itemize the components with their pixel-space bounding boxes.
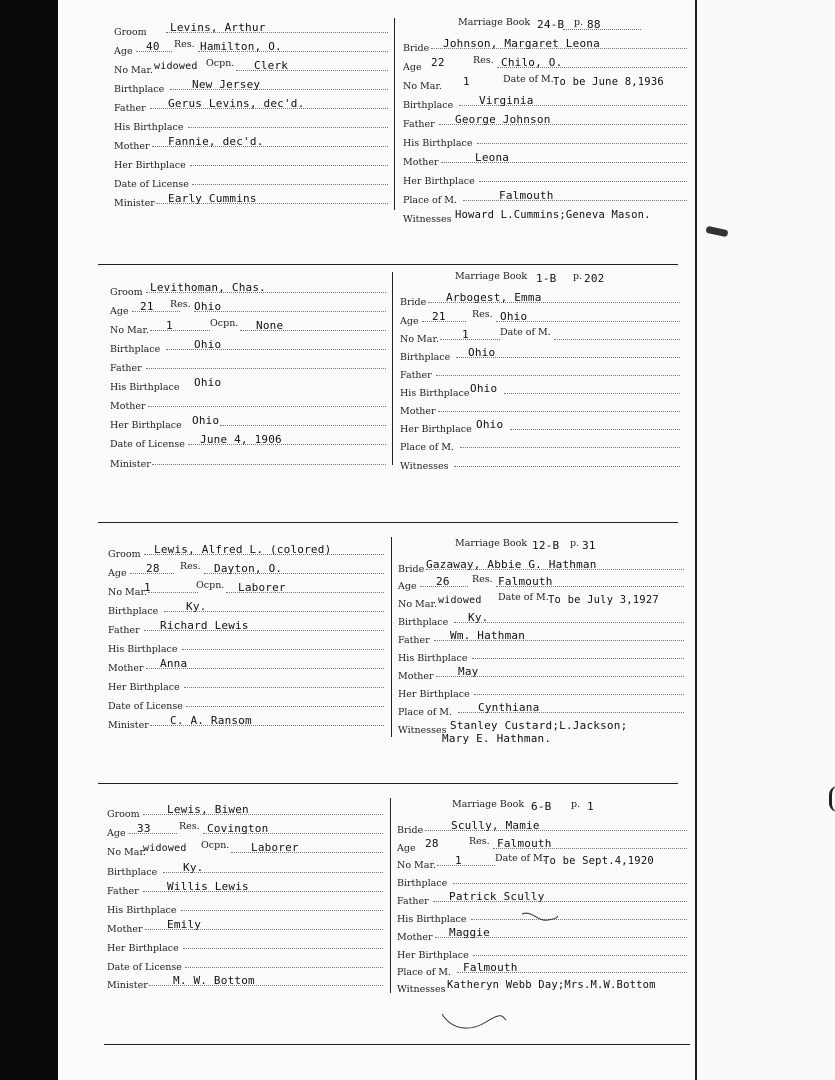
book-number: 6-B xyxy=(531,800,552,813)
birthplace-label: Birthplace xyxy=(107,867,158,878)
father-label: Father xyxy=(114,103,146,114)
res-label: Res. xyxy=(170,299,191,310)
mother-row xyxy=(403,150,688,166)
birthplace-label: Birthplace xyxy=(400,352,451,363)
his-birthplace-label: His Birthplace xyxy=(107,905,177,916)
scan-border xyxy=(0,0,58,1080)
groom-minister: C. A. Ransom xyxy=(170,714,252,727)
license-label: Date of License xyxy=(107,962,182,973)
marriage-date: To be July 3,1927 xyxy=(548,594,659,606)
groom-birthplace: Ohio xyxy=(194,338,222,351)
groom-mother: Emily xyxy=(167,918,202,931)
pen-stroke xyxy=(520,908,560,928)
groom-occupation: Laborer xyxy=(251,841,299,854)
page-label: p. xyxy=(574,17,584,28)
his-birthplace-label: His Birthplace xyxy=(110,382,180,393)
mother-label: Mother xyxy=(108,663,144,674)
bride-label: Bride xyxy=(400,297,427,308)
marriage-date: To be June 8,1936 xyxy=(553,76,664,88)
his-birthplace-row xyxy=(398,646,684,662)
birthplace-row xyxy=(108,599,384,615)
minister-label: Minister xyxy=(108,720,149,731)
bride-name: Arbogest, Emma xyxy=(446,291,542,304)
groom-father: Richard Lewis xyxy=(160,619,249,632)
license-label: Date of License xyxy=(108,701,183,712)
groom-age: 40 xyxy=(146,40,160,53)
ocpn-label: Ocpn. xyxy=(206,58,235,69)
no-mar-label: No Mar. xyxy=(398,599,437,610)
witnesses-value: Howard L.Cummins;Geneva Mason. xyxy=(455,209,651,221)
bride-father: George Johnson xyxy=(455,113,551,126)
no-mar-row xyxy=(110,318,386,334)
marriage-book-label: Marriage Book xyxy=(452,799,525,810)
page-label: p. xyxy=(573,271,583,282)
no-mar-label: No Mar. xyxy=(110,325,149,336)
bride-residence: Ohio xyxy=(500,310,528,323)
no-mar-label: No Mar. xyxy=(400,334,439,345)
minister-label: Minister xyxy=(114,198,155,209)
groom-no-mar: widowed xyxy=(154,61,198,72)
marriage-book-row xyxy=(400,271,680,287)
bride-mother: Maggie xyxy=(449,926,490,939)
his-birthplace-label: His Birthplace xyxy=(108,644,178,655)
groom-label: Groom xyxy=(114,27,147,38)
age-label: Age xyxy=(400,316,419,327)
bride-her-birthplace: Ohio xyxy=(476,418,504,431)
no-mar-row xyxy=(108,580,384,596)
mother-label: Mother xyxy=(107,924,143,935)
groom-label: Groom xyxy=(108,549,141,560)
groom-no-mar: 1 xyxy=(144,581,151,594)
record-separator xyxy=(98,264,678,265)
groom-name: Levins, Arthur xyxy=(170,21,266,34)
her-birthplace-row xyxy=(108,675,384,691)
bride-birthplace: Ky. xyxy=(468,611,489,624)
bride-mother: Leona xyxy=(475,151,510,164)
father-label: Father xyxy=(403,119,435,130)
place-of-m-label: Place of M. xyxy=(397,967,452,978)
father-label: Father xyxy=(398,635,430,646)
his-birthplace-row xyxy=(114,115,389,131)
marriage-date: To be Sept.4,1920 xyxy=(543,855,654,867)
no-mar-label: No Mar. xyxy=(397,860,436,871)
age-row xyxy=(397,836,687,852)
ocpn-label: Ocpn. xyxy=(210,318,239,329)
groom-father: Willis Lewis xyxy=(167,880,249,893)
mother-label: Mother xyxy=(114,141,150,152)
witnesses-label: Witnesses xyxy=(398,725,447,736)
groom-row xyxy=(110,280,386,296)
bride-row xyxy=(397,818,687,834)
age-row xyxy=(114,39,389,55)
book-number: 1-B xyxy=(536,272,557,285)
ink-smudge xyxy=(829,786,835,812)
his-birthplace-label: His Birthplace xyxy=(114,122,184,133)
birthplace-row xyxy=(400,345,680,361)
groom-row xyxy=(108,542,384,558)
groom-no-mar: 1 xyxy=(166,319,173,332)
age-row xyxy=(398,574,684,590)
bride-birthplace: Ohio xyxy=(468,346,496,359)
groom-age: 28 xyxy=(146,562,160,575)
bride-residence: Falmouth xyxy=(497,837,552,850)
column-divider xyxy=(392,272,393,465)
her-birthplace-label: Her Birthplace xyxy=(108,682,180,693)
age-row xyxy=(403,55,688,71)
bride-name: Gazaway, Abbie G. Hathman xyxy=(426,558,597,571)
witnesses-row xyxy=(400,454,680,470)
minister-row xyxy=(108,713,384,729)
his-birthplace-label: His Birthplace xyxy=(398,653,468,664)
ocpn-label: Ocpn. xyxy=(196,580,225,591)
marriage-book-label: Marriage Book xyxy=(458,17,531,28)
age-label: Age xyxy=(114,46,133,57)
father-label: Father xyxy=(108,625,140,636)
res-label: Res. xyxy=(179,821,200,832)
marriage-book-row xyxy=(403,17,688,33)
license-row xyxy=(108,694,384,710)
res-label: Res. xyxy=(472,309,493,320)
res-label: Res. xyxy=(472,574,493,585)
marriage-place: Falmouth xyxy=(463,961,518,974)
no-mar-row xyxy=(397,853,687,869)
groom-age: 33 xyxy=(137,822,151,835)
groom-minister: Early Cummins xyxy=(168,192,257,205)
no-mar-label: No Mar. xyxy=(403,81,442,92)
her-birthplace-row xyxy=(110,413,386,429)
father-label: Father xyxy=(107,886,139,897)
minister-label: Minister xyxy=(110,459,151,470)
birthplace-label: Birthplace xyxy=(403,100,454,111)
witnesses-value: Stanley Custard;L.Jackson; xyxy=(450,719,628,732)
age-label: Age xyxy=(110,306,129,317)
birthplace-row xyxy=(114,77,389,93)
bride-age: 28 xyxy=(425,837,439,850)
age-label: Age xyxy=(108,568,127,579)
birthplace-row xyxy=(403,93,688,109)
no-mar-label: No Mar. xyxy=(114,65,153,76)
groom-no-mar: widowed xyxy=(143,843,187,854)
birthplace-row xyxy=(110,337,386,353)
date-of-m-label: Date of M. xyxy=(495,853,546,864)
groom-occupation: Clerk xyxy=(254,59,289,72)
groom-occupation: None xyxy=(256,319,284,332)
bride-row xyxy=(398,557,684,573)
witnesses-row xyxy=(403,207,693,223)
marriage-book-row xyxy=(398,538,684,554)
bride-no-mar: widowed xyxy=(438,595,482,606)
groom-age: 21 xyxy=(140,300,154,313)
mother-row xyxy=(398,664,684,680)
birthplace-row xyxy=(107,860,383,876)
her-birthplace-label: Her Birthplace xyxy=(403,176,475,187)
license-row xyxy=(114,172,389,188)
ocpn-label: Ocpn. xyxy=(201,840,230,851)
license-date: June 4, 1906 xyxy=(200,433,282,446)
groom-name: Lewis, Alfred L. (colored) xyxy=(154,543,332,556)
marriage-place: Cynthiana xyxy=(478,701,540,714)
no-mar-row xyxy=(400,327,680,343)
groom-mother: Fannie, dec'd. xyxy=(168,135,264,148)
witnesses-label: Witnesses xyxy=(400,461,449,472)
groom-residence: Dayton, O. xyxy=(214,562,283,575)
mother-label: Mother xyxy=(403,157,439,168)
groom-birthplace: Ky. xyxy=(186,600,207,613)
mother-row xyxy=(107,917,383,933)
age-row xyxy=(108,561,384,577)
groom-residence: Hamilton, O. xyxy=(200,40,282,53)
father-label: Father xyxy=(400,370,432,381)
page-number: 31 xyxy=(582,539,596,552)
bride-name: Scully, Mamie xyxy=(451,819,540,832)
bride-his-birthplace: Ohio xyxy=(470,382,498,395)
bride-label: Bride xyxy=(397,825,424,836)
her-birthplace-label: Her Birthplace xyxy=(110,420,182,431)
her-birthplace-row xyxy=(397,943,687,959)
bride-father: Patrick Scully xyxy=(449,890,545,903)
her-birthplace-label: Her Birthplace xyxy=(398,689,470,700)
license-label: Date of License xyxy=(110,439,185,450)
groom-his-birthplace: Ohio xyxy=(194,376,222,389)
age-row xyxy=(110,299,386,315)
birthplace-row xyxy=(398,610,684,626)
place-of-m-row xyxy=(400,435,680,451)
minister-row xyxy=(110,452,386,468)
minister-row xyxy=(107,973,383,989)
his-birthplace-row xyxy=(110,375,386,391)
groom-name: Levithoman, Chas. xyxy=(150,281,266,294)
her-birthplace-label: Her Birthplace xyxy=(397,950,469,961)
father-label: Father xyxy=(110,363,142,374)
groom-row xyxy=(107,802,383,818)
groom-label: Groom xyxy=(107,809,140,820)
bride-age: 21 xyxy=(432,310,446,323)
bride-label: Bride xyxy=(403,43,430,54)
father-label: Father xyxy=(397,896,429,907)
witnesses-row xyxy=(397,977,692,993)
bride-age: 22 xyxy=(431,56,445,69)
birthplace-label: Birthplace xyxy=(110,344,161,355)
place-of-m-label: Place of M. xyxy=(400,442,455,453)
mother-row xyxy=(108,656,384,672)
groom-minister: M. W. Bottom xyxy=(173,974,255,987)
groom-her-birthplace: Ohio xyxy=(192,414,220,427)
witnesses-row-continued xyxy=(398,731,684,747)
her-birthplace-label: Her Birthplace xyxy=(107,943,179,954)
witnesses-value-continued: Mary E. Hathman. xyxy=(442,732,552,745)
column-divider xyxy=(390,798,391,993)
bride-label: Bride xyxy=(398,564,425,575)
his-birthplace-row xyxy=(403,131,688,147)
birthplace-label: Birthplace xyxy=(397,878,448,889)
license-label: Date of License xyxy=(114,179,189,190)
groom-mother: Anna xyxy=(160,657,188,670)
bride-row xyxy=(400,290,680,306)
witnesses-label: Witnesses xyxy=(397,984,446,995)
father-row xyxy=(107,879,383,895)
date-of-m-label: Date of M. xyxy=(498,592,549,603)
bride-row xyxy=(403,36,688,52)
no-mar-row xyxy=(114,58,389,74)
age-label: Age xyxy=(398,581,417,592)
column-divider xyxy=(391,537,392,737)
bride-residence: Falmouth xyxy=(498,575,553,588)
his-birthplace-label: His Birthplace xyxy=(397,914,467,925)
book-number: 12-B xyxy=(532,539,560,552)
bride-residence: Chilo, O. xyxy=(501,56,563,69)
column-divider xyxy=(394,18,395,210)
marriage-place: Falmouth xyxy=(499,189,554,202)
his-birthplace-row xyxy=(107,898,383,914)
res-label: Res. xyxy=(469,836,490,847)
witnesses-label: Witnesses xyxy=(403,214,452,225)
res-label: Res. xyxy=(473,55,494,66)
birthplace-label: Birthplace xyxy=(114,84,165,95)
marriage-book-label: Marriage Book xyxy=(455,271,528,282)
marriage-book-label: Marriage Book xyxy=(455,538,528,549)
bride-no-mar: 1 xyxy=(463,75,470,88)
no-mar-row xyxy=(398,592,684,608)
his-birthplace-row xyxy=(108,637,384,653)
marriage-book-row xyxy=(397,799,687,815)
her-birthplace-row xyxy=(403,169,688,185)
father-row xyxy=(403,112,688,128)
groom-name: Lewis, Biwen xyxy=(167,803,249,816)
page-number: 1 xyxy=(587,800,594,813)
minister-label: Minister xyxy=(107,980,148,991)
mother-row xyxy=(110,394,386,410)
date-of-m-label: Date of M. xyxy=(500,327,551,338)
groom-birthplace: New Jersey xyxy=(192,78,261,91)
book-number: 24-B xyxy=(537,18,565,31)
record-separator xyxy=(104,1044,690,1045)
birthplace-label: Birthplace xyxy=(398,617,449,628)
record-separator xyxy=(98,522,678,523)
father-row xyxy=(397,889,687,905)
age-label: Age xyxy=(397,843,416,854)
her-birthplace-row xyxy=(107,936,383,952)
groom-row xyxy=(114,20,389,36)
place-of-m-row xyxy=(398,700,684,716)
her-birthplace-row xyxy=(400,417,680,433)
groom-father: Gerus Levins, dec'd. xyxy=(168,97,305,110)
no-mar-label: No Mar. xyxy=(108,587,147,598)
pen-stroke xyxy=(440,1004,510,1034)
her-birthplace-label: Her Birthplace xyxy=(400,424,472,435)
groom-residence: Covington xyxy=(207,822,269,835)
groom-occupation: Laborer xyxy=(238,581,286,594)
father-row xyxy=(108,618,384,634)
minister-row xyxy=(114,191,389,207)
bride-father: Wm. Hathman xyxy=(450,629,526,642)
bride-mother: May xyxy=(458,665,479,678)
age-label: Age xyxy=(107,828,126,839)
his-birthplace-row xyxy=(400,381,680,397)
page-number: 202 xyxy=(584,272,605,285)
mother-row xyxy=(400,399,680,415)
bride-age: 26 xyxy=(436,575,450,588)
res-label: Res. xyxy=(180,561,201,572)
father-row xyxy=(114,96,389,112)
mother-label: Mother xyxy=(400,406,436,417)
place-of-m-label: Place of M. xyxy=(398,707,453,718)
age-row xyxy=(400,309,680,325)
no-mar-row xyxy=(403,74,688,90)
her-birthplace-row xyxy=(114,153,389,169)
groom-label: Groom xyxy=(110,287,143,298)
her-birthplace-label: Her Birthplace xyxy=(114,160,186,171)
mother-row xyxy=(114,134,389,150)
father-row xyxy=(398,628,684,644)
bride-name: Johnson, Margaret Leona xyxy=(443,37,600,50)
record-separator xyxy=(98,783,678,784)
his-birthplace-label: His Birthplace xyxy=(400,388,470,399)
age-label: Age xyxy=(403,62,422,73)
page-label: p. xyxy=(571,799,581,810)
bride-birthplace: Virginia xyxy=(479,94,534,107)
her-birthplace-row xyxy=(398,682,684,698)
place-of-m-row xyxy=(397,960,687,976)
page-label: p. xyxy=(570,538,580,549)
father-row xyxy=(110,356,386,372)
groom-residence: Ohio xyxy=(194,300,222,313)
no-mar-label: No Mar. xyxy=(107,847,146,858)
license-row xyxy=(107,955,383,971)
his-birthplace-label: His Birthplace xyxy=(403,138,473,149)
place-of-m-label: Place of M. xyxy=(403,195,458,206)
age-row xyxy=(107,821,383,837)
groom-birthplace: Ky. xyxy=(183,861,204,874)
witnesses-value: Katheryn Webb Day;Mrs.M.W.Bottom xyxy=(447,979,656,991)
margin-area xyxy=(697,0,835,1080)
birthplace-row xyxy=(397,871,687,887)
license-row xyxy=(110,432,386,448)
date-of-m-label: Date of M. xyxy=(503,74,554,85)
bride-no-mar: 1 xyxy=(455,854,462,867)
birthplace-label: Birthplace xyxy=(108,606,159,617)
res-label: Res. xyxy=(174,39,195,50)
page-number: 88 xyxy=(587,18,601,31)
mother-label: Mother xyxy=(110,401,146,412)
bride-no-mar: 1 xyxy=(462,328,469,341)
place-of-m-row xyxy=(403,188,688,204)
mother-label: Mother xyxy=(397,932,433,943)
father-row xyxy=(400,363,680,379)
mother-label: Mother xyxy=(398,671,434,682)
no-mar-row xyxy=(107,840,383,856)
